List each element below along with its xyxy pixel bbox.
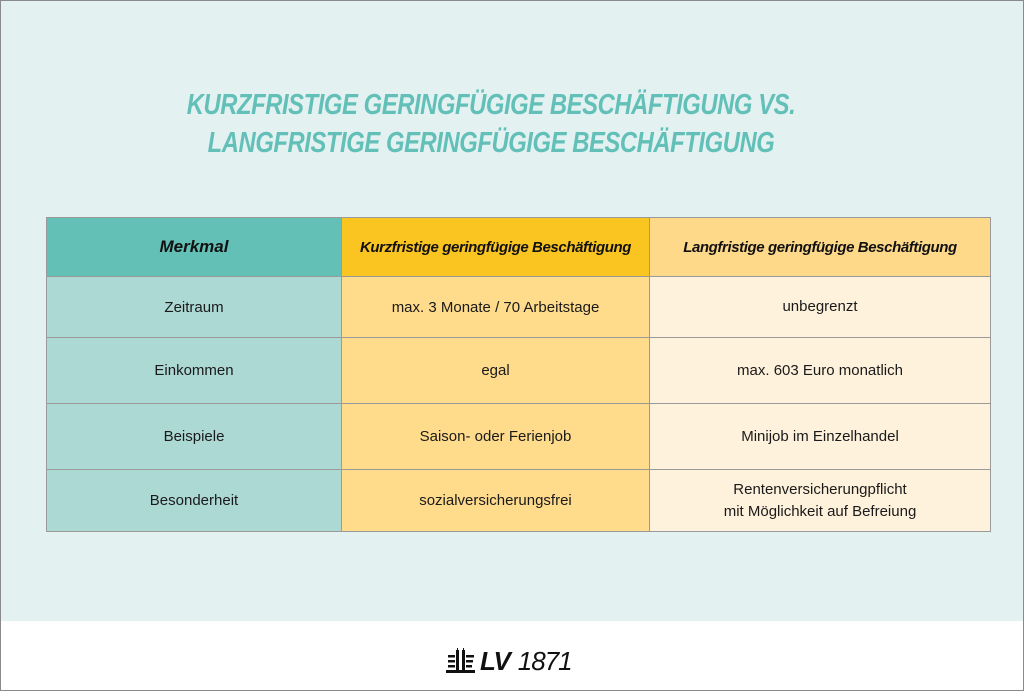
table-row <box>47 338 991 404</box>
header-kurzfristig: Kurzfristige geringfügige Beschäftigung <box>342 218 650 277</box>
table-row <box>47 404 991 470</box>
logo-brand-text: LV <box>480 646 510 676</box>
cell-kurzfristig: Saison- oder Ferienjob <box>342 404 650 470</box>
brand-logo <box>446 648 572 674</box>
lv1871-tower-icon <box>446 648 476 674</box>
cell-kurzfristig: sozialversicherungsfrei <box>342 470 650 532</box>
header-merkmal: Merkmal <box>47 218 342 277</box>
cell-langfristig: unbegrenzt <box>650 277 991 338</box>
row-label: Einkommen <box>47 338 342 404</box>
cell-langfristig <box>650 470 991 532</box>
page-title <box>88 86 893 162</box>
header-langfristig: Langfristige geringfügige Beschäftigung <box>650 218 991 277</box>
cell-langfristig: Minijob im Einzelhandel <box>650 404 991 470</box>
row-label: Besonderheit <box>47 470 342 532</box>
cell-kurzfristig: egal <box>342 338 650 404</box>
row-label: Beispiele <box>47 404 342 470</box>
table-header-row <box>47 218 991 277</box>
comparison-table <box>46 217 991 532</box>
logo-year-text: 1871 <box>517 646 572 676</box>
cell-langfristig: max. 603 Euro monatlich <box>650 338 991 404</box>
table-row <box>47 277 991 338</box>
table-row <box>47 470 991 532</box>
row-label: Zeitraum <box>47 277 342 338</box>
cell-line-2: mit Möglichkeit auf Befreiung <box>723 502 917 520</box>
title-line-1: KURZFRISTIGE GERINGFÜGIGE BESCHÄFTIGUNG VS. <box>186 89 796 121</box>
cell-kurzfristig: max. 3 Monate / 70 Arbeitstage <box>342 277 650 338</box>
title-line-2: LANGFRISTIGE GERINGFÜGIGE BESCHÄFTIGUNG <box>207 127 775 159</box>
cell-line-1: Rentenversicherungpflicht <box>733 480 907 498</box>
